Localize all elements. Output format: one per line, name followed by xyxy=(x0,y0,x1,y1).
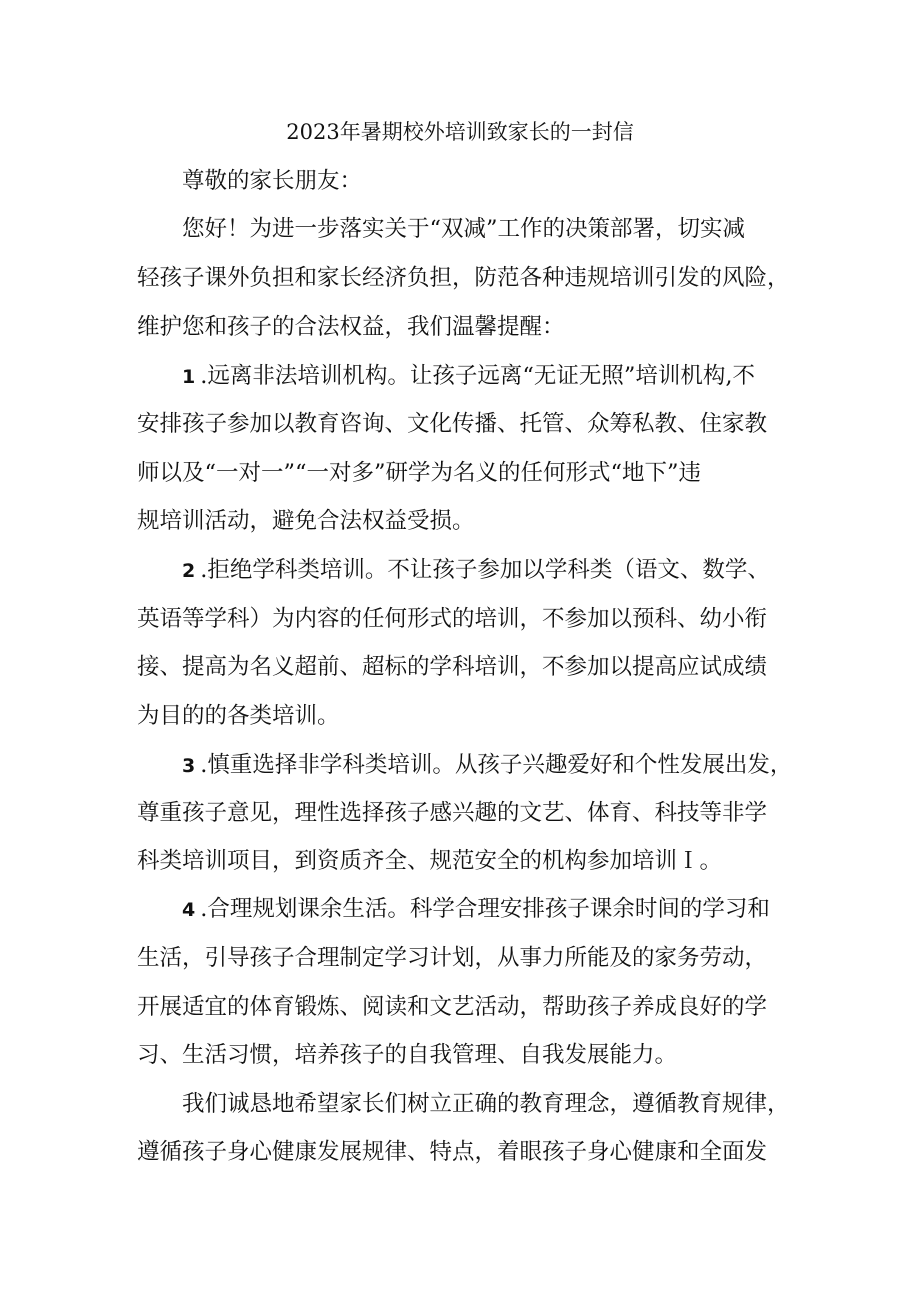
item-number: 2 xyxy=(182,560,196,582)
item-1-line: 规培训活动，避免合法权益受损。 xyxy=(137,508,475,534)
item-1-first-line xyxy=(182,361,755,392)
item-text: .合理规划课余生活。科学合理安排孩子课余时间的学习和 xyxy=(200,896,770,922)
letter-title: 2023年暑期校外培训致家长的一封信 xyxy=(286,120,634,144)
item-number: 1 xyxy=(182,366,196,388)
item-4-line: 习、生活习惯，培养孩子的自我管理、自我发展能力。 xyxy=(137,1042,678,1068)
intro-line: 轻孩子课外负担和家长经济负担，防范各种违规培训引发的风险， xyxy=(137,265,790,291)
item-1-line: 安排孩子参加以教育咨询、文化传播、托管、众筹私教、住家教 xyxy=(137,411,768,437)
item-3-line: 科类培训项目，到资质齐全、规范安全的机构参加培训Ｉ。 xyxy=(137,848,723,874)
item-2-first-line xyxy=(182,555,770,586)
salutation: 尊敬的家长朋友： xyxy=(182,168,363,194)
item-number: 4 xyxy=(182,899,196,921)
item-2-line: 英语等学科）为内容的任何形式的培训，不参加以预科、幼小衔 xyxy=(137,606,768,632)
item-4-line: 生活，引导孩子合理制定学习计划，从事力所能及的家务劳动， xyxy=(137,945,768,971)
intro-line: 您好！为进一步落实关于“双减”工作的决策部署，切实减 xyxy=(182,216,746,242)
item-3-first-line xyxy=(182,750,792,781)
item-text: .远离非法培训机构。让孩子远离“无证无照”培训机构,不 xyxy=(200,363,756,389)
closing-line: 我们诚恳地希望家长们树立正确的教育理念，遵循教育规律， xyxy=(182,1091,790,1117)
item-3-line: 尊重孩子意见，理性选择孩子感兴趣的文艺、体育、科技等非学 xyxy=(137,800,768,826)
item-2-line: 接、提高为名义超前、超标的学科培训，不参加以提高应试成绩 xyxy=(137,654,768,680)
closing-line: 遵循孩子身心健康发展规律、特点，着眼孩子身心健康和全面发 xyxy=(137,1139,768,1165)
intro-line: 维护您和孩子的合法权益，我们温馨提醒： xyxy=(137,314,565,340)
item-2-line: 为目的的各类培训。 xyxy=(137,703,340,729)
item-text: .拒绝学科类培训。不让孩子参加以学科类（语文、数学、 xyxy=(200,557,770,583)
item-text: .慎重选择非学科类培训。从孩子兴趣爱好和个性发展出发， xyxy=(200,752,793,778)
item-4-first-line xyxy=(182,894,770,925)
item-4-line: 开展适宜的体育锻炼、阅读和文艺活动，帮助孩子养成良好的学 xyxy=(137,994,768,1020)
item-1-line: 师以及“一对一”“一对多”研学为名义的任何形式“地下”违 xyxy=(137,460,702,486)
item-number: 3 xyxy=(182,755,196,777)
